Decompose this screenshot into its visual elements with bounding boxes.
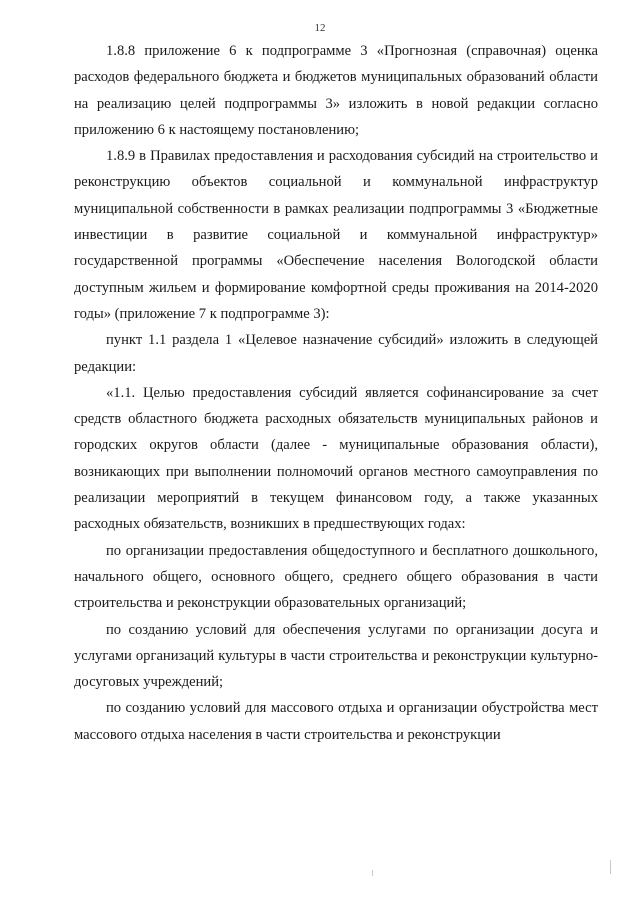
paragraph-education: по организации предоставления общедоступного и бесплатного дошкольного, начального общего, основного общего, среднего общего образования в части строительства и реконструкции образовательных организаций;	[74, 542, 598, 612]
scan-artifact-mark	[372, 870, 373, 876]
paragraph-punkt-1-1: пункт 1.1 раздела 1 «Целевое назначение субсидий» изложить в следующей редакции:	[74, 332, 598, 375]
document-body	[74, 38, 598, 748]
page-number: 12	[314, 22, 326, 34]
paragraph-1-8-9: 1.8.9 в Правилах предоставления и расходования субсидий на строительство и реконструкцию объектов социальной и коммунальной инфраструктур муниципальной собственности в рамках реализации подпрограммы 3 «Бюджетные инвестиции в развитие социальной и коммунальной инфраструктур» государственной программы «Обеспечение населения Вологодской области доступным жильем и формирование комфортной среды проживания на 2014-2020 годы» (приложение 7 к подпрограмме 3):	[74, 148, 598, 322]
paragraph-1-8-8: 1.8.8 приложение 6 к подпрограмме 3 «Прогнозная (справочная) оценка расходов федерального бюджета и бюджетов муниципальных образований области на реализацию целей подпрограммы 3» изложить в новой редакции согласно приложению 6 к настоящему постановлению;	[74, 43, 598, 138]
scan-artifact-mark	[610, 860, 611, 874]
paragraph-recreation: по созданию условий для массового отдыха и организации обустройства мест массового отдыха населения в части строительства и реконструкции	[74, 700, 598, 743]
paragraph-culture: по созданию условий для обеспечения услугами по организации досуга и услугами организаций культуры в части строительства и реконструкции культурно-досуговых учреждений;	[74, 621, 598, 691]
paragraph-quote-1-1: «1.1. Целью предоставления субсидий является софинансирование за счет средств областного бюджета расходных обязательств муниципальных районов и городских округов области (далее - муниципальные образования области), возникающих при выполнении полномочий органов местного самоуправления по реализации мероприятий в текущем финансовом году, а также указанных расходных обязательств, возникших в предшествующих годах:	[74, 384, 598, 533]
